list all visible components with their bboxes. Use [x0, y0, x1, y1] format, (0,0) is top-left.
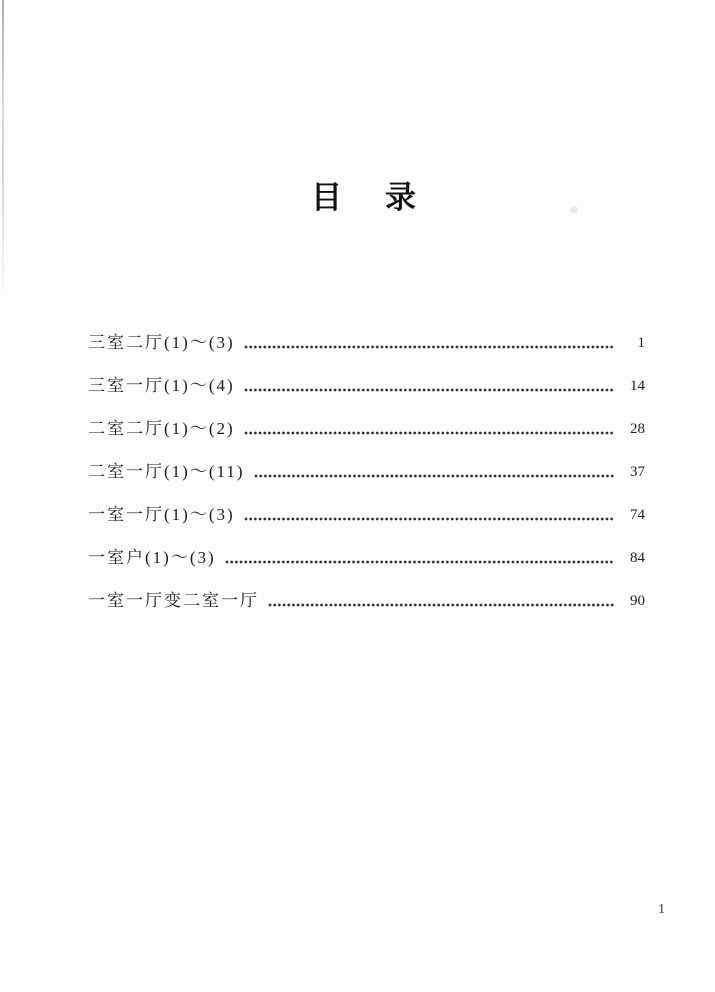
dot-leader [244, 388, 614, 392]
toc-entry-label: 三室二厅(1)～(3) [88, 333, 235, 352]
toc-entry-page: 1 [637, 335, 645, 351]
dot-leader [254, 474, 614, 478]
page-title: 目 录 [311, 180, 422, 215]
toc-entry-page: 84 [630, 550, 645, 566]
toc-entry [88, 376, 645, 395]
folio-page-number: 1 [658, 902, 665, 917]
dot-leader [244, 517, 614, 521]
table-of-contents [88, 333, 645, 634]
toc-entry-page: 74 [630, 507, 645, 523]
toc-entry-label: 二室二厅(1)～(2) [88, 419, 235, 438]
toc-entry [88, 462, 645, 481]
toc-entry [88, 591, 645, 610]
toc-entry-label: 三室一厅(1)～(4) [88, 376, 235, 395]
toc-entry [88, 333, 645, 352]
toc-entry-page: 14 [630, 378, 645, 394]
dot-leader [244, 345, 614, 349]
dot-leader [268, 603, 614, 607]
dot-leader [244, 431, 614, 435]
toc-entry [88, 548, 645, 567]
toc-entry [88, 505, 645, 524]
dot-leader [225, 560, 614, 564]
toc-entry-label: 一室一厅(1)～(3) [88, 505, 235, 524]
toc-entry-page: 90 [630, 593, 645, 609]
toc-entry-label: 一室一厅变二室一厅 [88, 591, 259, 610]
toc-entry [88, 419, 645, 438]
toc-entry-label: 一室户(1)～(3) [88, 548, 216, 567]
toc-entry-page: 28 [630, 421, 645, 437]
scan-edge-artifact [2, 0, 4, 300]
toc-entry-label: 二室一厅(1)～(11) [88, 462, 245, 481]
toc-entry-page: 37 [630, 464, 645, 480]
